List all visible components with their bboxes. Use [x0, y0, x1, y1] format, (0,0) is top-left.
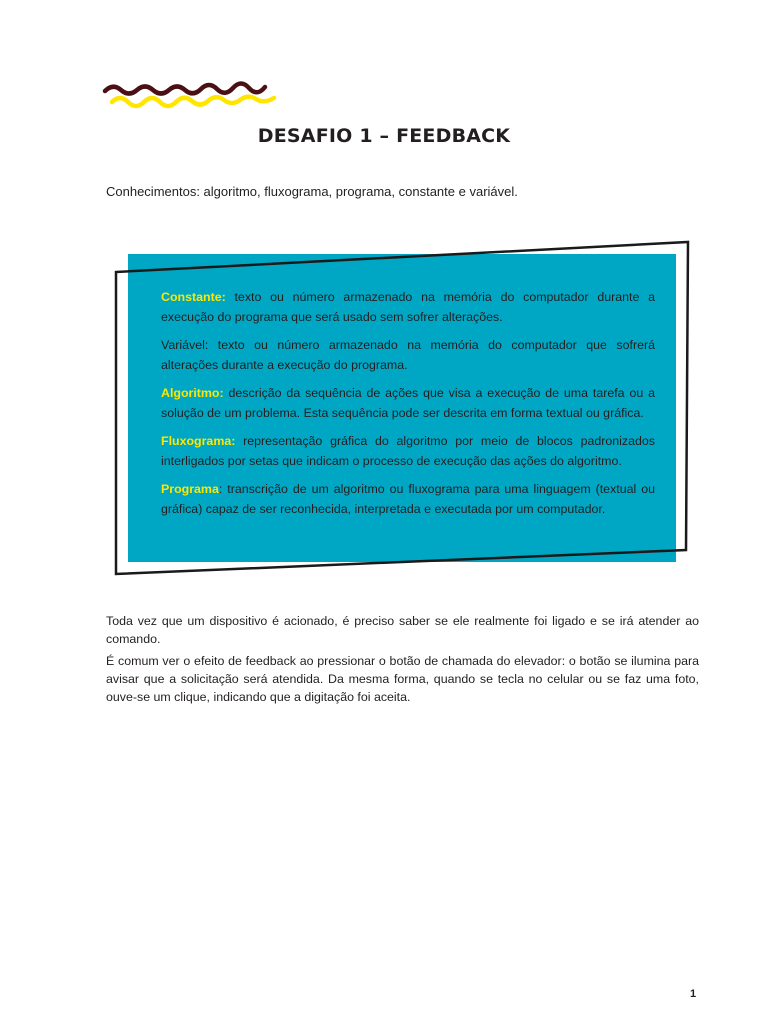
definition-text: descrição da sequência de ações que visa a execução de uma tarefa ou a solução de um problema. Esta sequência pode ser descrita em forma textual ou gráfica.: [161, 386, 655, 420]
dark-wave-line: [105, 84, 265, 94]
definition-term: Algoritmo:: [161, 386, 224, 400]
page-number: 1: [690, 988, 697, 1000]
decorative-wave-lines: [100, 78, 282, 114]
body-paragraph: Toda vez que um dispositivo é acionado, é preciso saber se ele realmente foi ligado e se irá atender ao comando.: [106, 614, 699, 646]
definition-algoritmo: [161, 383, 655, 423]
definition-fluxograma: [161, 431, 655, 471]
definition-text: texto ou número armazenado na memória do computador durante a execução do programa que será usado sem sofrer alterações.: [161, 290, 655, 324]
body-text: [106, 612, 699, 710]
page-title: DESAFIO 1 – FEEDBACK: [257, 125, 511, 147]
definition-text: : transcrição de um algoritmo ou fluxograma para uma linguagem (textual ou gráfica) capaz de ser reconhecida, interpretada e executada por um computador.: [161, 482, 655, 516]
definition-variavel: [161, 335, 655, 375]
definition-term: Programa: [161, 482, 219, 496]
yellow-wave-line: [112, 97, 274, 106]
definition-text: Variável: texto ou número armazenado na memória do computador que sofrerá alterações durante a execução do programa.: [161, 338, 655, 372]
definition-programa: [161, 479, 655, 519]
definition-term: Fluxograma:: [161, 434, 236, 448]
body-paragraph: É comum ver o efeito de feedback ao pressionar o botão de chamada do elevador: o botão se ilumina para avisar que a solicitação será atendida. Da mesma forma, quando se tecla no celular ou se faz uma foto, ouve-se um clique, indicando que a digitação foi aceita.: [106, 654, 699, 704]
definitions-list: [161, 287, 655, 527]
definition-constante: [161, 287, 655, 327]
definition-text: representação gráfica do algoritmo por meio de blocos padronizados interligados por setas que indicam o processo de execução das ações do algoritmo.: [161, 434, 655, 468]
definition-term: Constante:: [161, 290, 226, 304]
knowledge-line: Conhecimentos: algoritmo, fluxograma, programa, constante e variável.: [106, 184, 518, 199]
